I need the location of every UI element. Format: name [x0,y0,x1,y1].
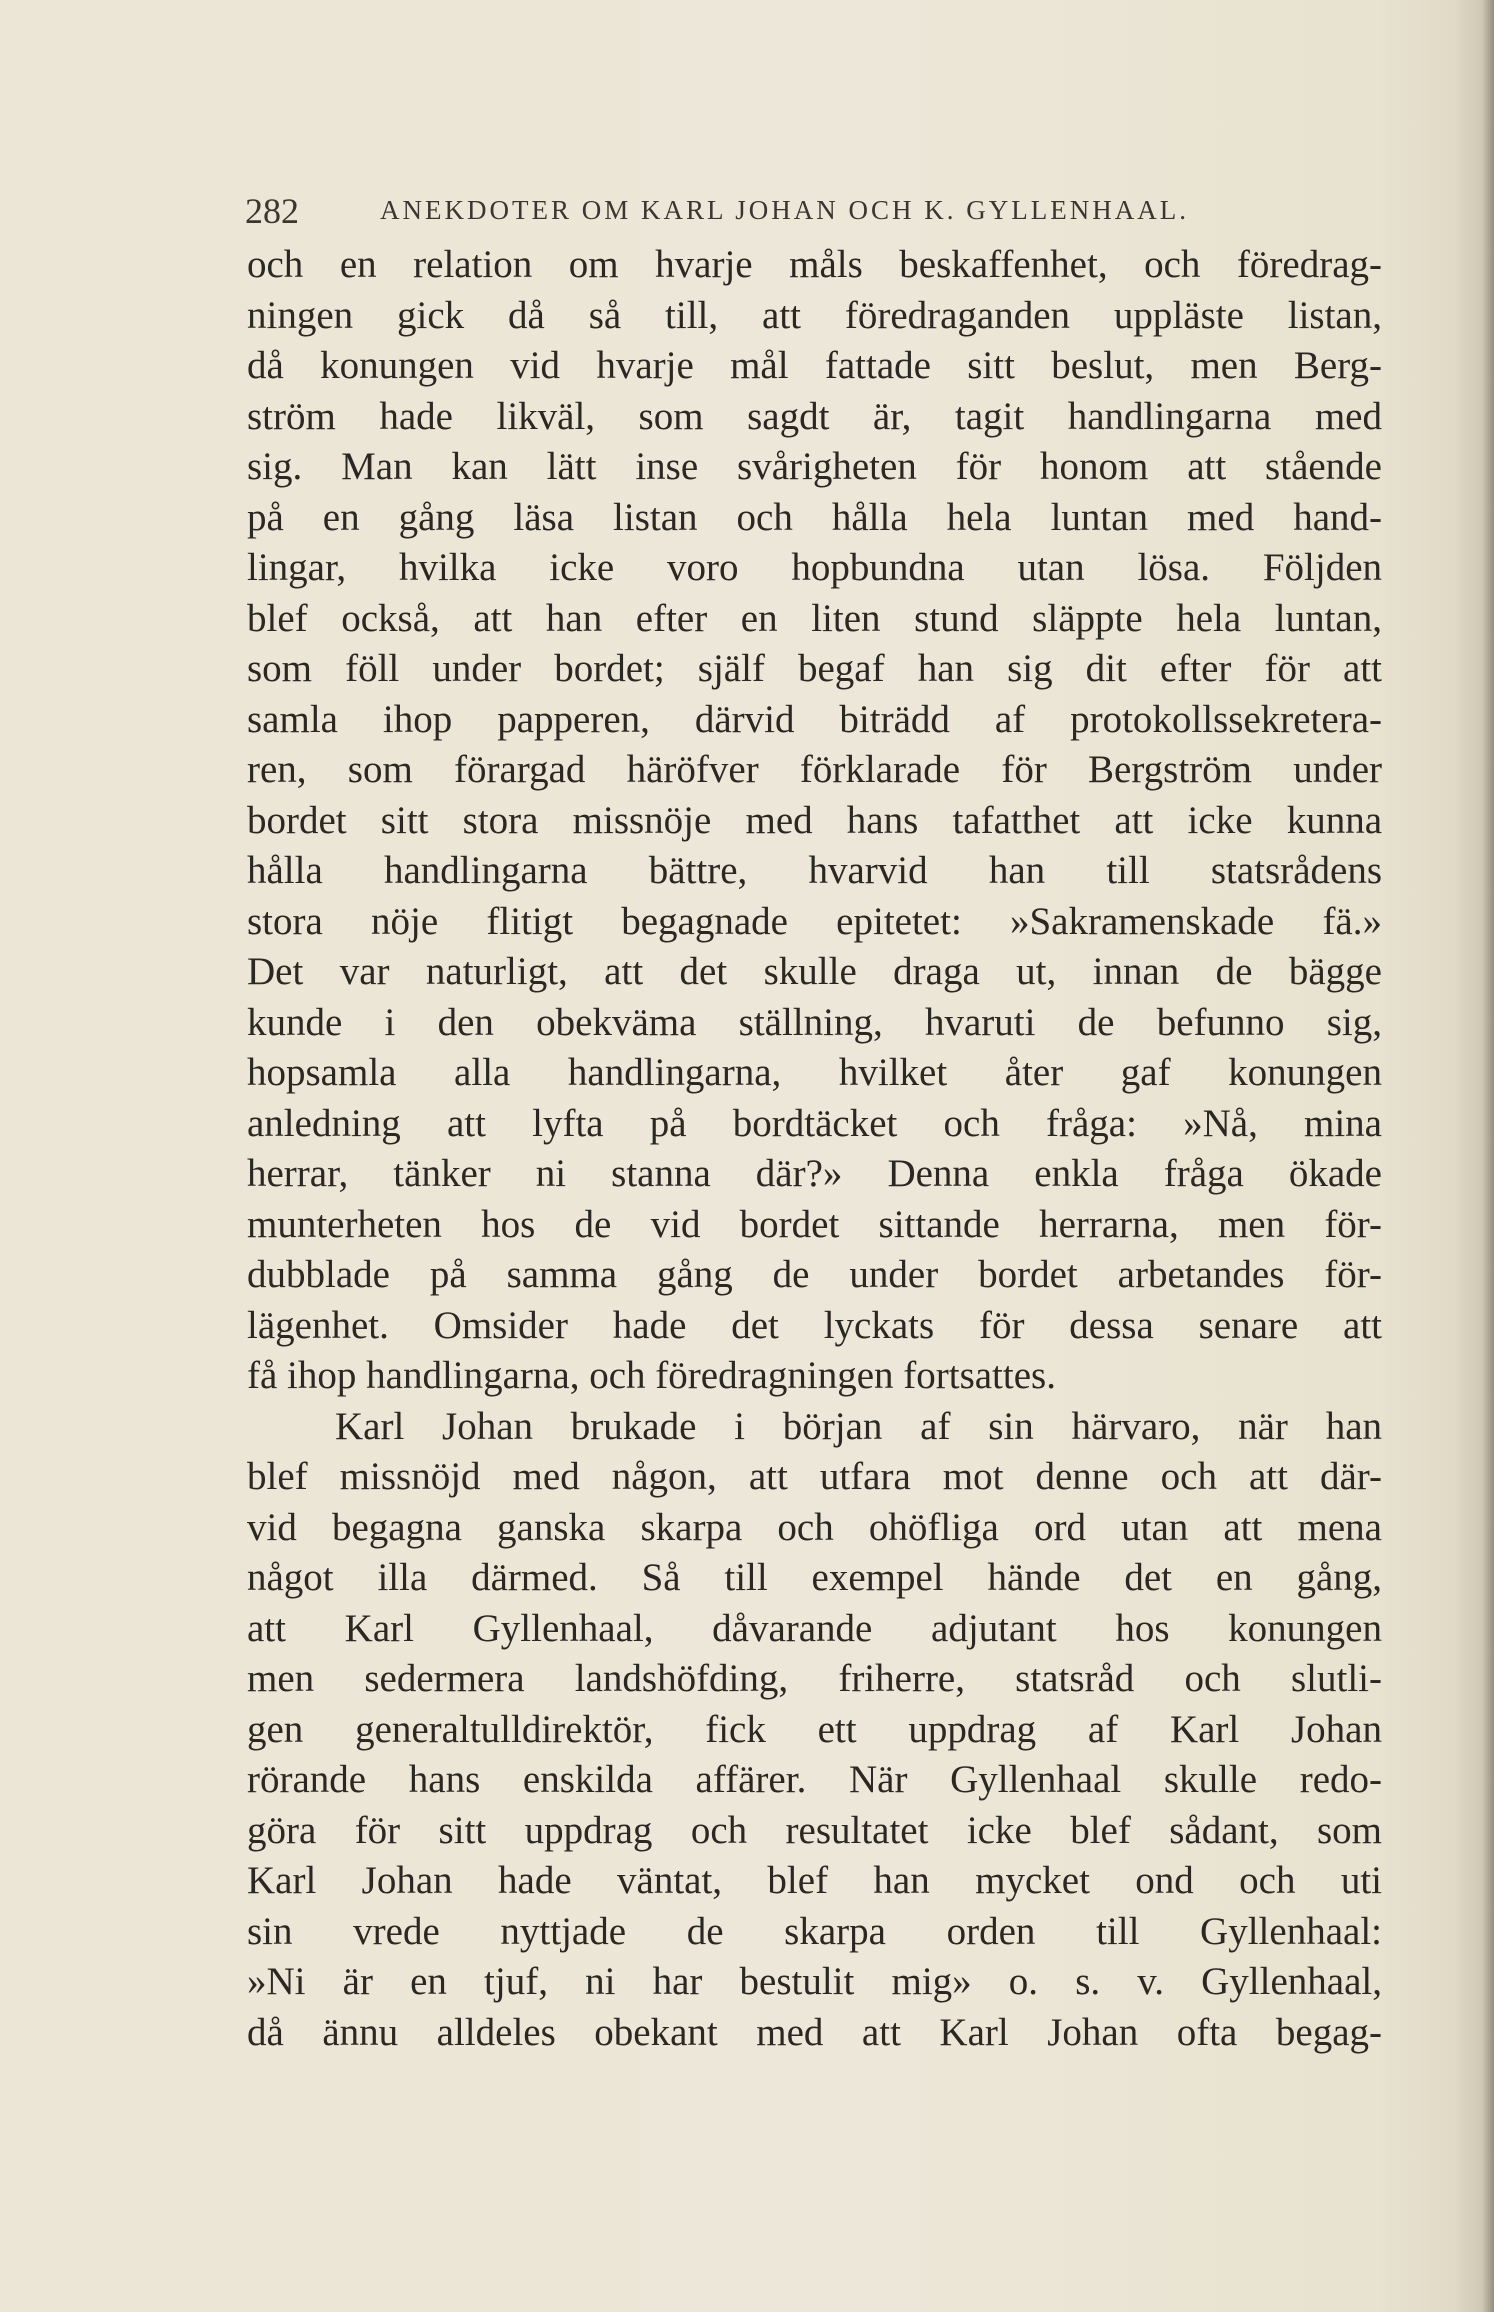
text-line: lägenhet. Omsider hade det lyckats för dessa senare att [247,1303,1382,1347]
text-line: och en relation om hvarje måls beskaffenhet, och föredrag- [247,243,1382,286]
text-line: vid begagna ganska skarpa och ohöfliga ord utan att mena [247,1505,1382,1549]
text-line: något illa därmed. Så till exempel hände det en gång, [247,1556,1382,1599]
text-line: anledning att lyfta på bordtäcket och fråga: »Nå, mina [247,1101,1382,1145]
text-line: ningen gick då så till, att föredraganden uppläste listan, [247,293,1382,337]
text-line: få ihop handlingarna, och föredragningen fortsattes. [247,1354,1056,1397]
text-line: ström hade likväl, som sagdt är, tagit handlingarna med [247,394,1382,438]
text-line: dubblade på samma gång de under bordet arbetandes för- [247,1253,1382,1296]
text-line: blef också, att han efter en liten stund släppte hela luntan, [247,596,1382,640]
spine-shadow [1454,0,1494,2312]
text-line: Karl Johan hade väntat, blef han mycket ond och uti [247,1859,1382,1902]
text-line: hopsamla alla handlingarna, hvilket åter gaf konungen [247,1051,1382,1094]
text-line: då konungen vid hvarje mål fattade sitt beslut, men Berg- [247,344,1382,387]
text-line: »Ni är en tjuf, ni har bestulit mig» o. s. v. Gyllenhaal, [247,1960,1382,2003]
text-line: ren, som förargad häröfver förklarade för Bergström under [247,748,1382,791]
text-line: att Karl Gyllenhaal, dåvarande adjutant hos konungen [247,1606,1382,1650]
text-line: Karl Johan brukade i början af sin härvaro, när han [335,1404,1382,1448]
text-line: göra för sitt uppdrag och resultatet icke blef sådant, som [247,1808,1382,1852]
text-line: munterheten hos de vid bordet sittande herrarna, men för- [247,1202,1382,1246]
text-line: sig. Man kan lätt inse svårigheten för honom att stående [247,445,1382,488]
text-line: då ännu alldeles obekant med att Karl Johan ofta begag- [247,2010,1382,2054]
text-line: samla ihop papperen, därvid biträdd af protokollssekretera- [247,697,1382,741]
text-line: på en gång läsa listan och hålla hela luntan med hand- [247,495,1382,539]
page-number: 282 [245,191,299,231]
text-line: hålla handlingarna bättre, hvarvid han till statsrådens [247,849,1382,892]
text-line: stora nöje flitigt begagnade epitetet: »Sakramenskade fä.» [247,899,1382,943]
text-line: kunde i den obekväma ställning, hvaruti de befunno sig, [247,1000,1382,1044]
text-line: Det var naturligt, att det skulle draga ut, innan de bägge [247,950,1382,993]
text-line: sin vrede nyttjade de skarpa orden till Gyllenhaal: [247,1909,1382,1953]
running-title: ANEKDOTER OM KARL JOHAN OCH K. GYLLENHAAL. [380,195,1189,225]
text-line: men sedermera landshöfding, friherre, statsråd och slutli- [247,1657,1382,1700]
text-line: lingar, hvilka icke voro hopbundna utan lösa. Följden [247,546,1382,589]
running-head [245,190,1285,240]
text-line: rörande hans enskilda affärer. När Gyllenhaal skulle redo- [247,1758,1382,1801]
text-line: gen generaltulldirektör, fick ett uppdrag af Karl Johan [247,1707,1382,1751]
text-line: som föll under bordet; själf begaf han sig dit efter för att [247,647,1382,690]
body-text [247,240,1382,2058]
text-line: blef missnöjd med någon, att utfara mot denne och att där- [247,1455,1382,1498]
text-line: bordet sitt stora missnöje med hans tafatthet att icke kunna [247,798,1382,842]
text-line: herrar, tänker ni stanna där?» Denna enkla fråga ökade [247,1152,1382,1195]
